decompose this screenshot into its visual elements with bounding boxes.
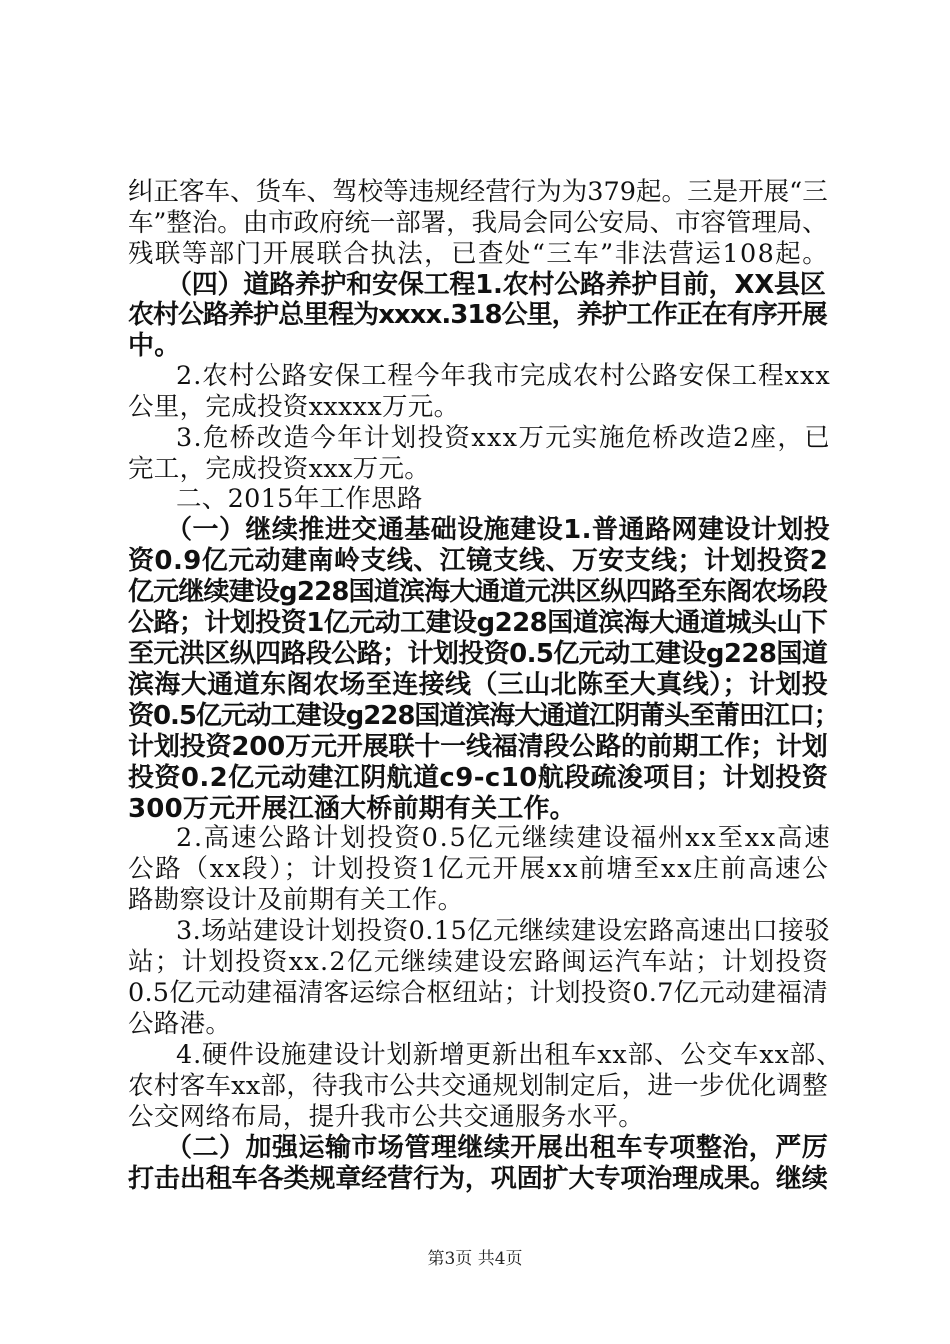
text-line: 公路；计划投资1亿元动工建设g228国道滨海大通道城头山下	[128, 608, 828, 638]
text-line: 2.农村公路安保工程今年我市完成农村公路安保工程xxx	[176, 361, 831, 391]
text-line: 农村公路养护总里程为xxxx.318公里，养护工作正在有序开展	[128, 300, 827, 330]
text-line: 公里，完成投资xxxxx万元。	[128, 392, 460, 422]
text-line: 2.高速公路计划投资0.5亿元继续建设福州xx至xx高速	[176, 823, 832, 853]
text-line: 滨海大通道东阁农场至连接线（三山北陈至大真线）；计划投	[128, 670, 829, 700]
text-line: 至元洪区纵四路段公路；计划投资0.5亿元动工建设g228国道	[128, 639, 828, 669]
text-line: 站；计划投资xx.2亿元继续建设宏路闽运汽车站；计划投资	[128, 947, 829, 977]
text-line: 残联等部门开展联合执法，已查处“三车”非法营运108起。	[128, 239, 830, 269]
text-line: 打击出租车各类规章经营行为，巩固扩大专项治理成果。继续	[128, 1164, 828, 1194]
text-line: （一）继续推进交通基础设施建设1.普通路网建设计划投	[166, 515, 831, 545]
text-line: 资0.9亿元动建南岭支线、江镜支线、万安支线；计划投资2	[128, 546, 829, 576]
section-heading: 二、2015年工作思路	[176, 484, 423, 514]
text-line: 0.5亿元动建福清客运综合枢纽站；计划投资0.7亿元动建福清	[128, 978, 828, 1008]
text-line: （二）加强运输市场管理继续开展出租车专项整治，严厉	[166, 1133, 829, 1163]
text-line: 亿元继续建设g228国道滨海大通道元洪区纵四路至东阁农场段	[128, 577, 827, 607]
text-line: 资0.5亿元动工建设g228国道滨海大通道江阴莆头至莆田江口；	[128, 701, 839, 731]
text-line: 农村客车xx部，待我市公共交通规划制定后，进一步优化调整	[128, 1071, 828, 1101]
text-line: 3.危桥改造今年计划投资xxx万元实施危桥改造2座，已	[176, 423, 832, 453]
text-line: 计划投资200万元开展联十一线福清段公路的前期工作；计划	[128, 732, 828, 762]
text-line: 4.硬件设施建设计划新增更新出租车xx部、公交车xx部、	[176, 1040, 843, 1070]
text-line: 3.场站建设计划投资0.15亿元继续建设宏路高速出口接驳	[176, 916, 831, 946]
text-line: 公路港。	[128, 1009, 232, 1039]
text-line: 完工，完成投资xxx万元。	[128, 454, 431, 484]
text-line: 中。	[128, 331, 181, 361]
text-line: 公交网络布局，提升我市公共交通服务水平。	[128, 1102, 645, 1132]
text-line: 公路（xx段）；计划投资1亿元开展xx前塘至xx庄前高速公	[128, 854, 830, 884]
text-line: 300万元开展江涵大桥前期有关工作。	[128, 794, 576, 824]
text-line: 投资0.2亿元动建江阴航道c9-c10航段疏浚项目；计划投资	[128, 763, 829, 793]
text-line: 车”整治。由市政府统一部署，我局会同公安局、市容管理局、	[128, 208, 828, 238]
text-line: 路勘察设计及前期有关工作。	[128, 885, 464, 915]
text-line: （四）道路养护和安保工程1.农村公路养护目前，XX县区	[166, 270, 826, 300]
page-footer: 第3页 共4页	[427, 1249, 523, 1269]
text-line: 纠正客车、货车、驾校等违规经营行为为379起。三是开展“三	[128, 177, 828, 207]
